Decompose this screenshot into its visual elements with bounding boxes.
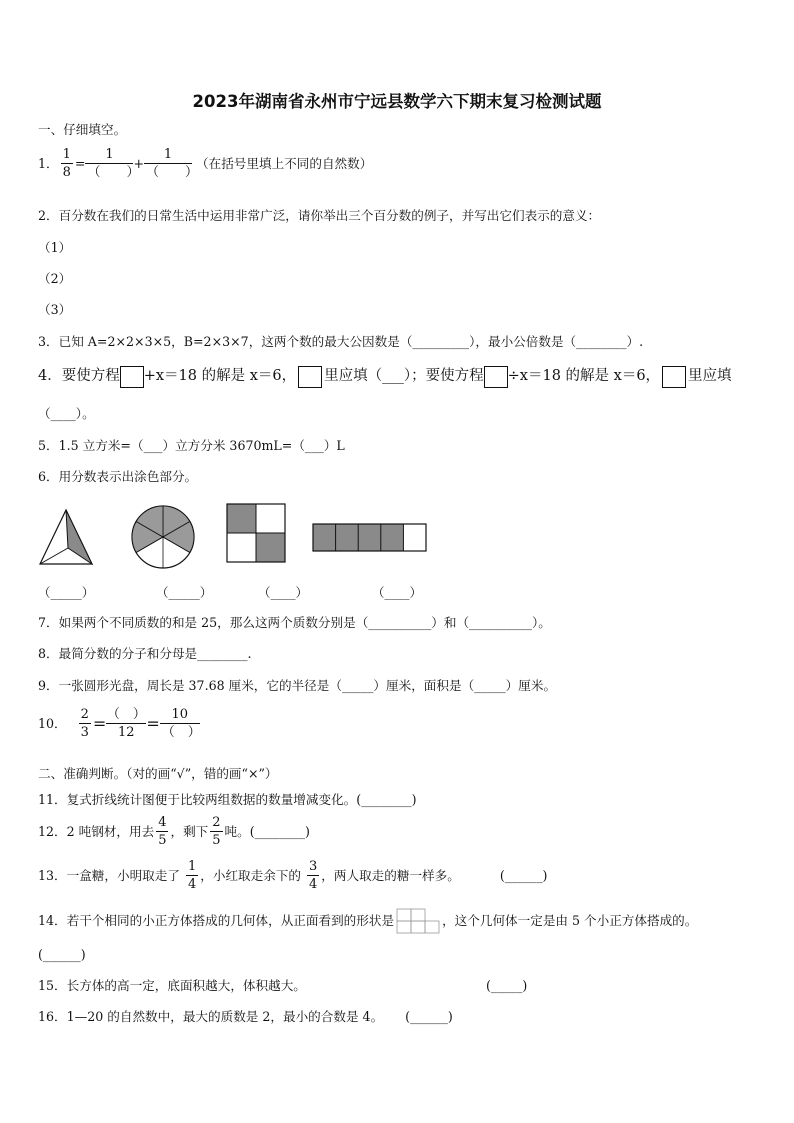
fraction: $\frac{( )}{12}$ <box>106 707 146 740</box>
question-14-cont: (______) <box>38 947 86 962</box>
fraction: $\frac{1}{( )}$ <box>87 147 140 180</box>
question-3: 3．已知 A=2×2×3×5，B=2×3×7，这两个数的最大公因数是（_________），最小公倍数是（________）. <box>38 334 644 349</box>
section-heading-1: 一、仔细填空。 <box>38 122 127 137</box>
fraction: $\frac{4}{5}$ <box>158 815 167 848</box>
page-title: 2023年湖南省永州市宁远县数学六下期末复习检测试题 <box>192 92 602 111</box>
fraction: $\frac{1}{( )}$ <box>146 147 199 180</box>
question-13: 13．一盒糖，小明取走了 $\frac{1}{4}$ ，小红取走余下的 $\frac{3}{4}$ ，两人取走的糖一样多。 (______) <box>38 859 548 892</box>
circle-figure <box>130 504 196 570</box>
question-4-cont: （____）。 <box>38 406 95 421</box>
question-5: 5．1.5 立方米=（___）立方分米 3670mL=（___）L <box>38 438 345 453</box>
bar-figure <box>312 523 428 553</box>
question-2: 2．百分数在我们的日常生活中运用非常广泛，请你举出三个百分数的例子，并写出它们表示的意义： <box>38 208 601 223</box>
question-1: 1． $\frac{1}{8}$ = $\frac{1}{( )}$ + $\frac{1}{( )}$ （在括号里填上不同的自然数） <box>38 147 373 180</box>
fraction: $\frac{2}{3}$ <box>80 707 89 740</box>
answer-line-1: （1） <box>38 240 72 255</box>
question-12: 12．2 吨钢材，用去 $\frac{4}{5}$ ，剩下 $\frac{2}{5}$ 吨。(________) <box>38 815 310 848</box>
answer-blank: （_____） <box>156 585 213 600</box>
question-11: 11．复式折线统计图便于比较两组数据的数量增减变化。(________) <box>38 792 417 807</box>
question-9: 9．一张圆形光盘，周长是 37.68 厘米，它的半径是（_____）厘米，面积是（_____）厘米。 <box>38 678 557 693</box>
answer-line-3: （3） <box>38 302 72 317</box>
fraction: $\frac{10}{( )}$ <box>161 707 201 740</box>
answer-blank: （____） <box>258 585 309 600</box>
answer-blank: （_____） <box>38 585 95 600</box>
question-15: 15．长方体的高一定，底面积越大，体积越大。 (_____) <box>38 978 528 993</box>
question-7: 7．如果两个不同质数的和是 25，那么这两个质数分别是（__________）和（__________）。 <box>38 615 551 630</box>
question-8: 8．最简分数的分子和分母是________. <box>38 646 252 661</box>
answer-box <box>484 366 508 388</box>
answer-box <box>298 366 322 388</box>
answer-box <box>662 366 686 388</box>
answer-blank: （____） <box>372 585 423 600</box>
question-6: 6．用分数表示出涂色部分。 <box>38 469 198 484</box>
answer-box <box>120 366 144 388</box>
square-figure <box>226 503 288 565</box>
question-10: 10． $\frac{2}{3}$ = $\frac{( )}{12}$ = $\frac{10}{( )}$ <box>38 707 201 740</box>
triangle-figure <box>38 508 94 568</box>
fraction: $\frac{2}{5}$ <box>212 815 221 848</box>
question-14: 14．若干个相同的小正方体搭成的几何体，从正面看到的形状是 ，这个几何体一定是由 5 个小正方体搭成的。 <box>38 908 697 934</box>
fraction: $\frac{1}{4}$ <box>187 859 197 892</box>
grid-shape-icon <box>396 908 440 934</box>
section-heading-2: 二、准确判断。（对的画“√”，错的画“×”） <box>38 766 278 781</box>
fraction: $\frac{1}{8}$ <box>62 147 71 180</box>
fraction: $\frac{3}{4}$ <box>309 859 318 892</box>
answer-line-2: （2） <box>38 271 72 286</box>
question-4: 4．要使方程 +x＝18 的解是 x＝6， 里应填（___）；要使方程 ÷x＝18 的解是 x＝6， 里应填 <box>38 366 732 388</box>
question-16: 16．1—20 的自然数中，最大的质数是 2，最小的合数是 4。 (______) <box>38 1009 453 1024</box>
